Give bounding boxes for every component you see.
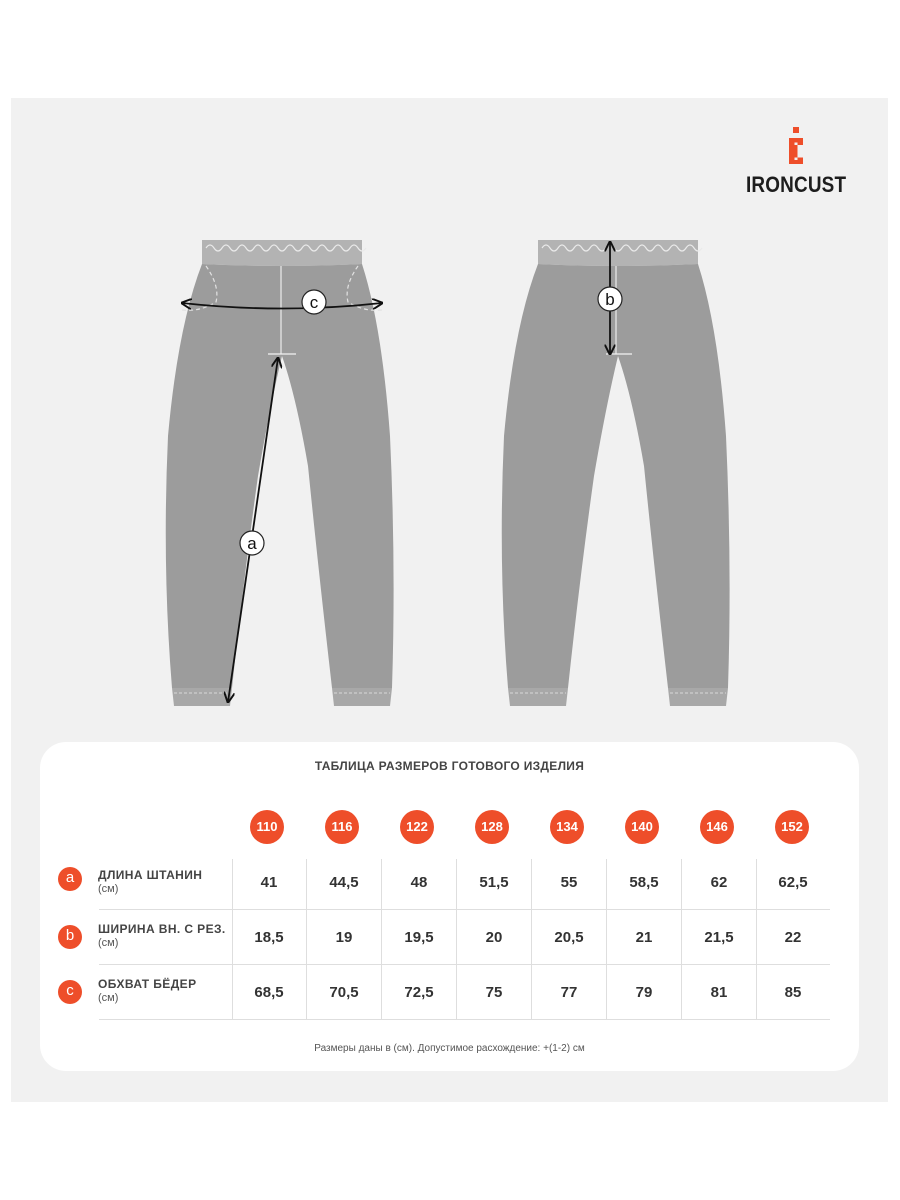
brand-name: IRONCUST xyxy=(746,172,847,197)
table-cell: 85 xyxy=(784,984,802,1001)
table-cell: 21,5 xyxy=(704,929,734,946)
size-table-card xyxy=(40,742,859,1071)
row-letter-badge: a xyxy=(58,867,82,891)
table-cell: 68,5 xyxy=(254,984,284,1001)
brand-logo-icon xyxy=(786,127,806,169)
row-letter-badge: b xyxy=(58,925,82,949)
table-cell: 70,5 xyxy=(329,984,359,1001)
measure-c-label: c xyxy=(309,293,319,312)
size-badge: 146 xyxy=(700,810,734,844)
table-cell: 72,5 xyxy=(404,984,434,1001)
row-label xyxy=(98,868,238,896)
pants-front-view xyxy=(166,240,394,706)
table-cell: 41 xyxy=(260,874,278,891)
table-cell: 20 xyxy=(485,929,503,946)
row-label xyxy=(98,977,238,1005)
table-cell: 20,5 xyxy=(554,929,584,946)
table-cell: 77 xyxy=(560,984,578,1001)
row-unit: (см) xyxy=(98,992,119,1004)
table-cell: 79 xyxy=(635,984,653,1001)
table-divider xyxy=(99,909,830,910)
size-badge: 134 xyxy=(550,810,584,844)
table-divider xyxy=(99,1019,830,1020)
measure-b-marker xyxy=(598,287,622,311)
size-badge: 122 xyxy=(400,810,434,844)
table-cell: 62,5 xyxy=(778,874,808,891)
table-cell: 55 xyxy=(560,874,578,891)
row-label xyxy=(98,922,238,950)
table-cell: 58,5 xyxy=(629,874,659,891)
table-divider xyxy=(99,964,830,965)
size-badge: 128 xyxy=(475,810,509,844)
table-cell: 75 xyxy=(485,984,503,1001)
table-cell: 18,5 xyxy=(254,929,284,946)
row-unit: (см) xyxy=(98,883,119,895)
size-badge: 152 xyxy=(775,810,809,844)
measure-c-marker xyxy=(302,290,326,314)
size-badge: 116 xyxy=(325,810,359,844)
row-label-text: ДЛИНА ШТАНИН xyxy=(98,868,203,882)
row-label-text: ОБХВАТ БЁДЕР xyxy=(98,977,197,991)
row-letter-badge: c xyxy=(58,980,82,1004)
table-cell: 19 xyxy=(335,929,353,946)
size-badge: 110 xyxy=(250,810,284,844)
measure-a-label: a xyxy=(247,534,257,553)
size-table-title: ТАБЛИЦА РАЗМЕРОВ ГОТОВОГО ИЗДЕЛИЯ xyxy=(314,759,585,773)
brand-logo xyxy=(746,127,848,197)
measure-b-label: b xyxy=(605,290,615,309)
measure-a-marker xyxy=(240,531,264,555)
table-cell: 51,5 xyxy=(479,874,509,891)
pants-back-view xyxy=(502,240,730,706)
table-cell: 19,5 xyxy=(404,929,434,946)
table-cell: 22 xyxy=(784,929,802,946)
table-cell: 21 xyxy=(635,929,653,946)
table-cell: 48 xyxy=(410,874,428,891)
size-badge: 140 xyxy=(625,810,659,844)
row-unit: (см) xyxy=(98,937,119,949)
table-cell: 62 xyxy=(710,874,728,891)
size-table-footnote: Размеры даны в (см). Допустимое расхождение: +(1-2) см xyxy=(314,1043,585,1054)
pants-diagram xyxy=(160,236,740,714)
table-cell: 44,5 xyxy=(329,874,359,891)
row-label-text: ШИРИНА ВН. С РЕЗ. xyxy=(98,922,226,936)
table-cell: 81 xyxy=(710,984,728,1001)
